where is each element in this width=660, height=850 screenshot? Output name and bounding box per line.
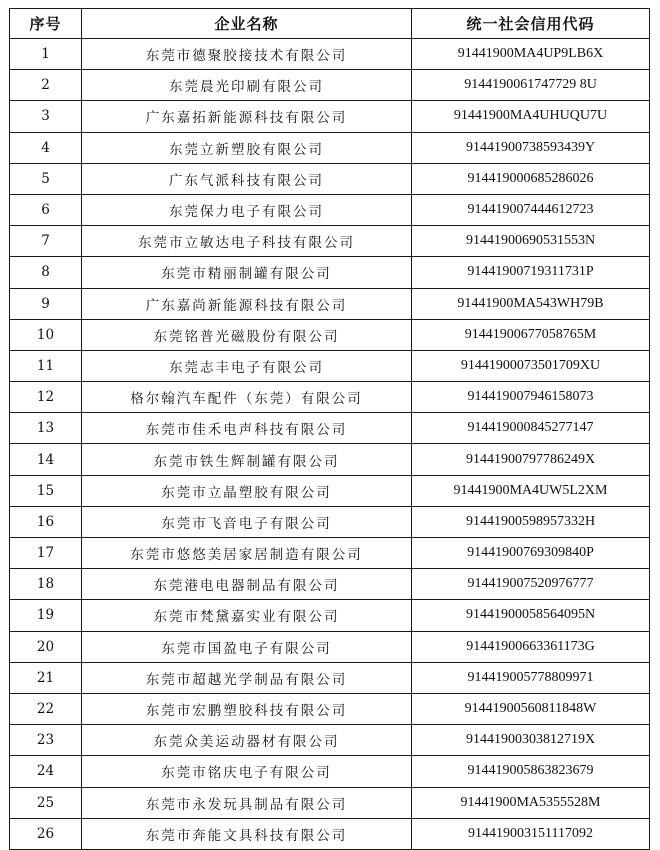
serial-number-cell: 15 xyxy=(10,475,82,506)
serial-number-cell: 7 xyxy=(10,226,82,257)
enterprise-name-cell: 东莞市宏鹏塑胶科技有限公司 xyxy=(82,693,412,724)
header-credit-code: 统一社会信用代码 xyxy=(412,9,650,39)
serial-number-cell: 26 xyxy=(10,818,82,849)
enterprise-name-cell: 东莞市奔能文具科技有限公司 xyxy=(82,818,412,849)
credit-code-cell: 914419007444612723 xyxy=(412,194,650,225)
enterprise-name-cell: 东莞市德聚胶接技术有限公司 xyxy=(82,39,412,70)
serial-number-cell: 3 xyxy=(10,101,82,132)
serial-number-cell: 21 xyxy=(10,662,82,693)
credit-code-cell: 91441900MA5355528M xyxy=(412,787,650,818)
credit-code-cell: 91441900663361173G xyxy=(412,631,650,662)
credit-code-cell: 91441900MA4UHUQU7U xyxy=(412,101,650,132)
serial-number-cell: 11 xyxy=(10,350,82,381)
credit-code-cell: 91441900598957332H xyxy=(412,506,650,537)
table-body xyxy=(10,39,650,850)
enterprise-name-cell: 东莞保力电子有限公司 xyxy=(82,194,412,225)
table-header xyxy=(10,9,650,39)
serial-number-cell: 5 xyxy=(10,163,82,194)
enterprise-name-cell: 东莞市悠悠美居家居制造有限公司 xyxy=(82,538,412,569)
enterprise-name-cell: 东莞市佳禾电声科技有限公司 xyxy=(82,413,412,444)
table-row xyxy=(10,350,650,381)
table-row xyxy=(10,631,650,662)
credit-code-cell: 9144190061747729 8U xyxy=(412,70,650,101)
credit-code-cell: 91441900738593439Y xyxy=(412,132,650,163)
credit-code-cell: 91441900073501709XU xyxy=(412,350,650,381)
serial-number-cell: 1 xyxy=(10,39,82,70)
credit-code-cell: 91441900719311731P xyxy=(412,257,650,288)
enterprise-name-cell: 东莞市铁生辉制罐有限公司 xyxy=(82,444,412,475)
enterprise-name-cell: 格尔翰汽车配件（东莞）有限公司 xyxy=(82,382,412,413)
table-row xyxy=(10,444,650,475)
credit-code-cell: 914419003151117092 xyxy=(412,818,650,849)
enterprise-name-cell: 广东嘉尚新能源科技有限公司 xyxy=(82,288,412,319)
credit-code-cell: 91441900MA543WH79B xyxy=(412,288,650,319)
credit-code-cell: 91441900769309840P xyxy=(412,538,650,569)
enterprise-name-cell: 东莞众美运动器材有限公司 xyxy=(82,725,412,756)
credit-code-cell: 91441900797786249X xyxy=(412,444,650,475)
enterprise-name-cell: 东莞市铭庆电子有限公司 xyxy=(82,756,412,787)
serial-number-cell: 2 xyxy=(10,70,82,101)
table-row xyxy=(10,132,650,163)
enterprise-name-cell: 东莞市超越光学制品有限公司 xyxy=(82,662,412,693)
header-serial-number: 序号 xyxy=(10,9,82,39)
table-row xyxy=(10,257,650,288)
enterprise-name-cell: 广东嘉拓新能源科技有限公司 xyxy=(82,101,412,132)
enterprise-name-cell: 东莞市立敏达电子科技有限公司 xyxy=(82,226,412,257)
enterprise-name-cell: 东莞市国盈电子有限公司 xyxy=(82,631,412,662)
serial-number-cell: 18 xyxy=(10,569,82,600)
serial-number-cell: 4 xyxy=(10,132,82,163)
serial-number-cell: 24 xyxy=(10,756,82,787)
table-row xyxy=(10,693,650,724)
serial-number-cell: 13 xyxy=(10,413,82,444)
table-row xyxy=(10,818,650,849)
serial-number-cell: 23 xyxy=(10,725,82,756)
header-enterprise-name: 企业名称 xyxy=(82,9,412,39)
table-row xyxy=(10,787,650,818)
enterprise-name-cell: 东莞铭普光磁股份有限公司 xyxy=(82,319,412,350)
enterprise-name-cell: 东莞市梵黛嘉实业有限公司 xyxy=(82,600,412,631)
enterprise-name-cell: 东莞市精丽制罐有限公司 xyxy=(82,257,412,288)
table-row xyxy=(10,101,650,132)
credit-code-cell: 91441900MA4UW5L2XM xyxy=(412,475,650,506)
serial-number-cell: 8 xyxy=(10,257,82,288)
table-row xyxy=(10,70,650,101)
table-row xyxy=(10,382,650,413)
table-row xyxy=(10,600,650,631)
table-row xyxy=(10,39,650,70)
table-row xyxy=(10,538,650,569)
enterprise-name-cell: 广东气派科技有限公司 xyxy=(82,163,412,194)
serial-number-cell: 9 xyxy=(10,288,82,319)
enterprise-name-cell: 东莞市永发玩具制品有限公司 xyxy=(82,787,412,818)
table-row xyxy=(10,413,650,444)
credit-code-cell: 914419007946158073 xyxy=(412,382,650,413)
credit-code-cell: 91441900690531553N xyxy=(412,226,650,257)
header-row xyxy=(10,9,650,39)
table-row xyxy=(10,319,650,350)
table-row xyxy=(10,226,650,257)
credit-code-cell: 91441900303812719X xyxy=(412,725,650,756)
table-row xyxy=(10,569,650,600)
credit-code-cell: 91441900058564095N xyxy=(412,600,650,631)
serial-number-cell: 16 xyxy=(10,506,82,537)
table-row xyxy=(10,506,650,537)
credit-code-cell: 914419005778809971 xyxy=(412,662,650,693)
table-row xyxy=(10,194,650,225)
credit-code-cell: 914419005863823679 xyxy=(412,756,650,787)
enterprise-name-cell: 东莞晨光印刷有限公司 xyxy=(82,70,412,101)
table-row xyxy=(10,756,650,787)
serial-number-cell: 25 xyxy=(10,787,82,818)
serial-number-cell: 22 xyxy=(10,693,82,724)
credit-code-cell: 914419007520976777 xyxy=(412,569,650,600)
table-row xyxy=(10,725,650,756)
table-row xyxy=(10,475,650,506)
table-row xyxy=(10,662,650,693)
enterprise-name-cell: 东莞港电电器制品有限公司 xyxy=(82,569,412,600)
serial-number-cell: 17 xyxy=(10,538,82,569)
serial-number-cell: 12 xyxy=(10,382,82,413)
enterprise-name-cell: 东莞市立晶塑胶有限公司 xyxy=(82,475,412,506)
enterprise-name-cell: 东莞市飞音电子有限公司 xyxy=(82,506,412,537)
credit-code-cell: 91441900560811848W xyxy=(412,693,650,724)
credit-code-cell: 914419000845277147 xyxy=(412,413,650,444)
credit-code-cell: 91441900MA4UP9LB6X xyxy=(412,39,650,70)
document-page xyxy=(9,8,649,850)
enterprise-list-table xyxy=(9,8,650,850)
table-row xyxy=(10,288,650,319)
serial-number-cell: 19 xyxy=(10,600,82,631)
serial-number-cell: 14 xyxy=(10,444,82,475)
table-row xyxy=(10,163,650,194)
credit-code-cell: 914419000685286026 xyxy=(412,163,650,194)
enterprise-name-cell: 东莞立新塑胶有限公司 xyxy=(82,132,412,163)
enterprise-name-cell: 东莞志丰电子有限公司 xyxy=(82,350,412,381)
serial-number-cell: 6 xyxy=(10,194,82,225)
credit-code-cell: 91441900677058765M xyxy=(412,319,650,350)
serial-number-cell: 10 xyxy=(10,319,82,350)
serial-number-cell: 20 xyxy=(10,631,82,662)
